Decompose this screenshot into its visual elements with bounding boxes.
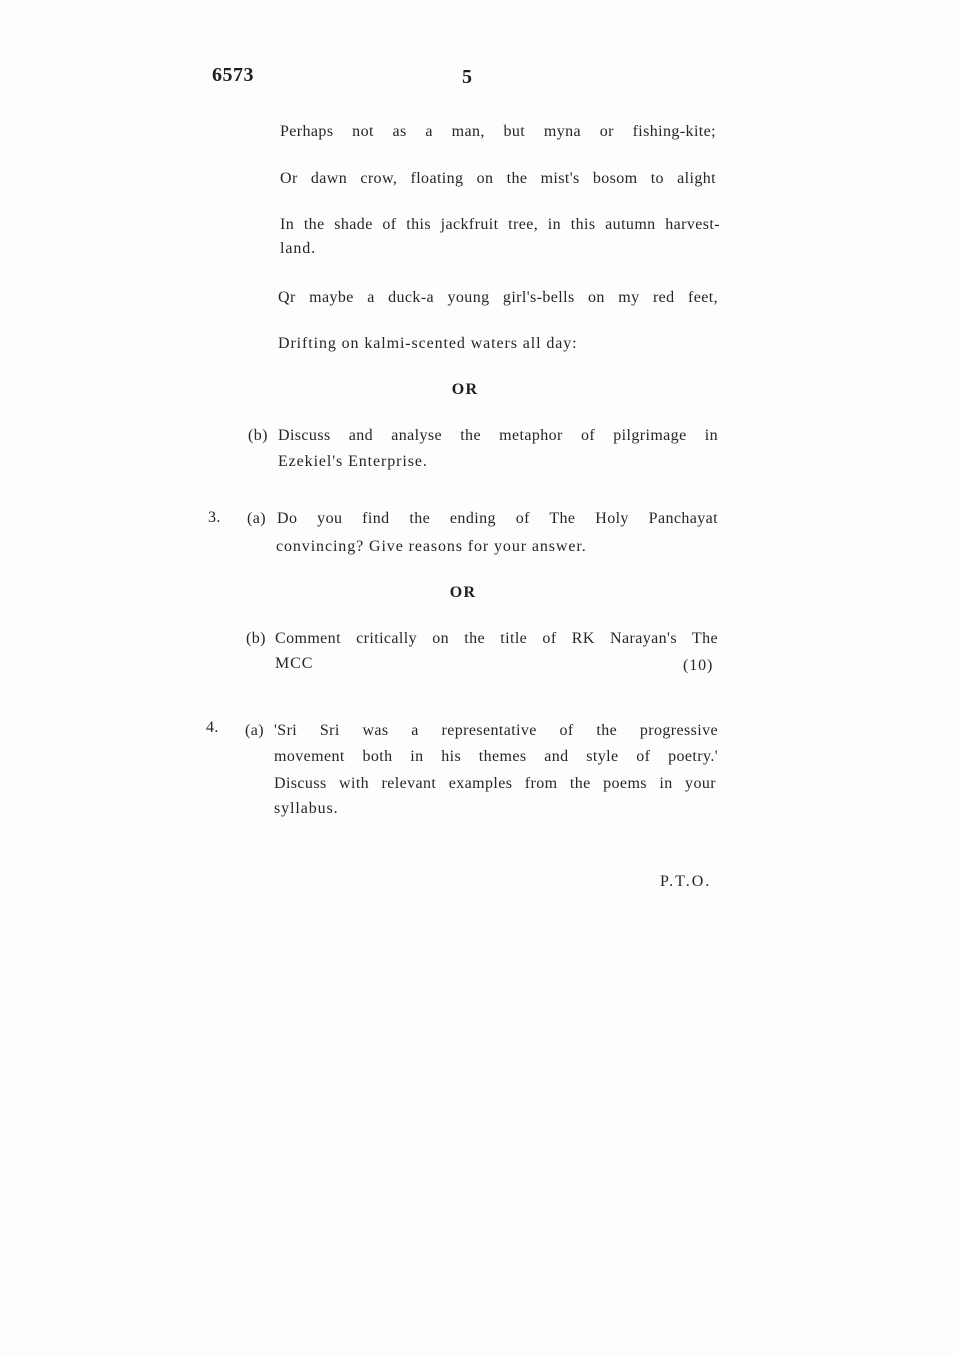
sub-question-label: (a) (245, 722, 264, 739)
question-number: 3. (208, 509, 221, 526)
question-line: convincing? Give reasons for your answer. (276, 538, 587, 555)
question-line: movement both in his themes and style of poetry.' (274, 748, 718, 765)
page-number: 5 (462, 66, 473, 88)
marks-label: (10) (683, 657, 714, 674)
question-line: syllabus. (274, 800, 339, 817)
poem-line: In the shade of this jackfruit tree, in this autumn harvest- (280, 216, 720, 233)
poem-line: Qr maybe a duck-a young girl's-bells on my red feet, (278, 289, 718, 306)
question-line: 'Sri Sri was a representative of the progressive (274, 722, 718, 739)
question-number: 4. (206, 719, 219, 736)
please-turn-over: P.T.O. (660, 873, 712, 890)
question-line: Discuss with relevant examples from the poems in your (274, 775, 716, 792)
paper-code: 6573 (212, 64, 254, 86)
question-line: Comment critically on the title of RK Narayan's The (275, 630, 718, 647)
or-separator: OR (451, 381, 479, 398)
sub-question-label: (b) (248, 427, 268, 444)
poem-line: land. (280, 240, 317, 257)
question-line: Ezekiel's Enterprise. (278, 453, 428, 470)
poem-line: Perhaps not as a man, but myna or fishing-kite; (280, 123, 716, 140)
question-line: MCC (275, 655, 314, 672)
or-separator: OR (449, 584, 477, 601)
poem-line: Or dawn crow, floating on the mist's bosom to alight (280, 170, 716, 187)
sub-question-label: (a) (247, 510, 266, 527)
poem-line: Drifting on kalmi-scented waters all day: (278, 335, 578, 352)
question-line: Do you find the ending of The Holy Panchayat (277, 510, 718, 527)
question-line: Discuss and analyse the metaphor of pilgrimage in (278, 427, 718, 444)
sub-question-label: (b) (246, 630, 266, 647)
